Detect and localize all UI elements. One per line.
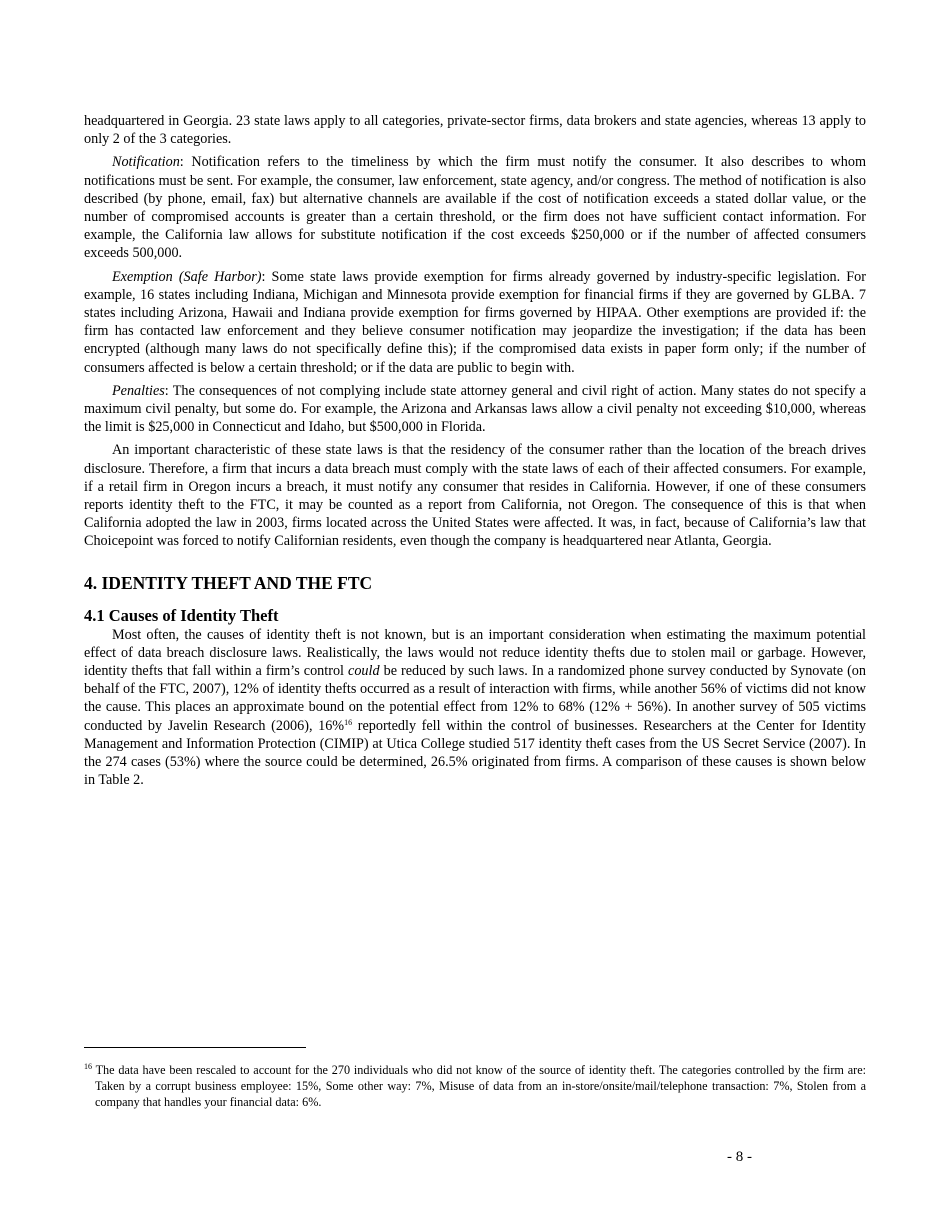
footnote-ref[interactable]: 16 — [344, 717, 353, 727]
subsection-heading: 4.1 Causes of Identity Theft — [84, 605, 279, 625]
emphasis-could: could — [348, 663, 380, 680]
paragraph-notification: Notification: Notification refers to the timeliness by which the firm must notify the consumer. It also describes to whom notifications must be sent. For example, the consumer, law enforcement, state agency, and/or congress. The method of notification is also described (by phone, email, fax) but alternative channels are available if the cost of notification exceeds a stated dollar value, or the number of compromised accounts is greater than a certain threshold, or the firm does not have sufficient contact information. For example, the California law allows for substitute notification if the cost exceeds $250,000 or if the number of affected consumers exceeds 500,000. — [84, 154, 866, 262]
footnote-16: $^{16}$ The data have been rescaled to account for the 270 individuals who did not know of the source of identity theft. The categories controlled by the firm are: Taken by a corrupt business employee: 15%, Some other way: 7%, Misuse of data from an in-store/onsite/mail/telephone transaction: 7%, Stolen from a company that handles your financial data: 6%. — [84, 1062, 866, 1109]
body-text — [84, 112, 866, 790]
term-exemption: Exemption (Safe Harbor) — [112, 268, 262, 285]
term-notification: Notification — [112, 154, 180, 171]
paragraph-residency: An important characteristic of these state laws is that the residency of the consumer rather than the location of the breach drives disclosure. Therefore, a firm that incurs a data breach must comply with the state laws of each of their affected consumers. For example, if a retail firm in Oregon incurs a breach, it must notify any consumer that resides in California. However, if one of these consumers reports identity theft to the FTC, it may be counted as a report from California, not Oregon. The consequence of this is that when California adopted the law in 2003, firms located across the United States were affected. It was, in fact, because of California’s law that Choicepoint was forced to notify Californian residents, even though the company is headquartered near Atlanta, Georgia. — [84, 442, 866, 550]
page-number: - 8 - — [727, 1149, 752, 1165]
paragraph-penalties: Penalties: The consequences of not complying include state attorney general and civil right of action. Many states do not specify a maximum civil penalty, but some do. For example, the Arizona and Arkansas laws allow a civil penalty not exceeding $10,000, whereas the limit is $25,000 in Connecticut and Idaho, but $500,000 in Florida. — [84, 382, 866, 436]
term-penalties: Penalties — [112, 382, 165, 399]
paragraph-exemption: Exemption (Safe Harbor): Some state laws provide exemption for firms already governed by industry-specific legislation. For example, 16 states including Indiana, Michigan and Minnesota provide exemption for financial firms if they are governed by GLBA. 7 states including Arizona, Hawaii and Indiana provide exemption for firms governed by HIPAA. Other exemptions are provided if: the firm has contacted law enforcement and they believe consumer notification may jeopardize the investigation; if the data has been encrypted (although many laws do not specifically define this); if the compromised data exists in paper form only; if the number of consumers affected is below a certain threshold; or if the data are public to begin with. — [84, 268, 866, 376]
section-heading: 4. IDENTITY THEFT AND THE FTC — [84, 572, 373, 593]
paragraph-continued: headquartered in Georgia. 23 state laws apply to all categories, private-sector firms, data brokers and state agencies, whereas 13 apply to only 2 of the 3 categories. — [84, 113, 866, 148]
footnote-divider — [84, 1047, 306, 1048]
paragraph-causes: Most often, the causes of identity theft is not known, but is an important consideration when estimating the maximum potential effect of data breach disclosure laws. Realistically, the laws would not reduce identity thefts due to stolen mail or garbage. However, identity thefts that fall within a firm’s control could be reduced by such laws. In a randomized phone survey conducted by Synovate (on behalf of the FTC, 2007), 12% of identity thefts occurred as a result of interaction with firms, while another 56% of victims did not know the cause. This places an approximate bound on the potential effect from 12% to 68% (12% + 56%). In another survey of 505 victims conducted by Javelin Research (2006), 16%$^{16}$ reportedly fell within the control of businesses. Researchers at the Center for Identity Management and Information Protection (CIMIP) at Utica College studied 517 identity theft cases from the US Secret Service (2007). In the 274 cases (53%) where the source could be determined, 26.5% originated from firms. A comparison of these causes is shown below in Table 2. — [84, 626, 866, 789]
footnote-number: 16 — [84, 1062, 92, 1071]
footnote — [84, 1062, 866, 1110]
